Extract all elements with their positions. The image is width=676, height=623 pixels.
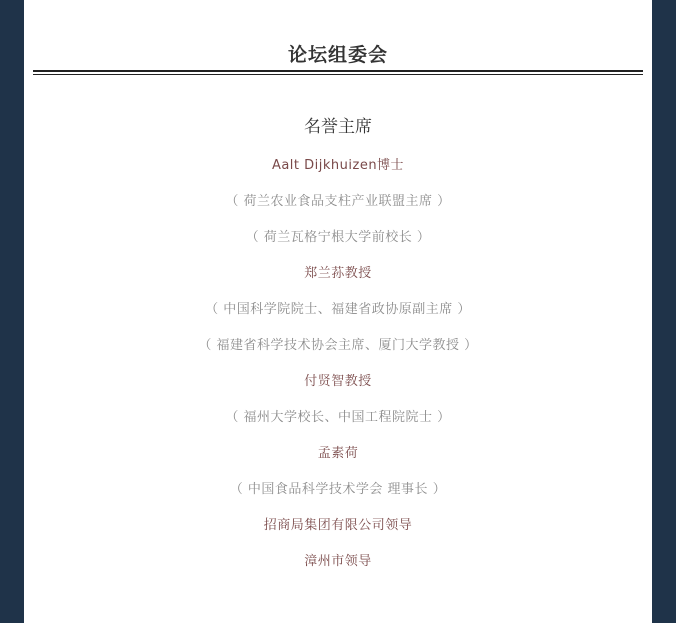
member-name: 付贤智教授 (304, 374, 372, 389)
title-divider-thick (33, 70, 643, 72)
member-title: （ 中国食品科学技术学会 理事长 ） (229, 482, 447, 497)
member-title: （ 荷兰农业食品支柱产业联盟主席 ） (225, 194, 451, 209)
content-page (24, 0, 652, 623)
member-title: （ 中国科学院院士、福建省政协原副主席 ） (205, 302, 471, 317)
member-title: （ 福建省科学技术协会主席、厦门大学教授 ） (198, 338, 478, 353)
section-heading: 名誉主席 (304, 117, 372, 137)
title-divider-thin (33, 74, 643, 75)
member-title: （ 福州大学校长、中国工程院院士 ） (225, 410, 451, 425)
member-name: 孟素荷 (317, 446, 359, 461)
honorary-list (24, 148, 652, 580)
member-title: （ 荷兰瓦格宁根大学前校长 ） (245, 230, 431, 245)
member-name: 郑兰荪教授 (304, 266, 372, 281)
honorary-chair-section (24, 116, 652, 580)
member-name: Aalt Dijkhuizen博士 (271, 158, 405, 173)
member-name: 漳州市领导 (304, 554, 372, 569)
member-name: 招商局集团有限公司领导 (263, 518, 413, 533)
page-title: 论坛组委会 (287, 44, 388, 66)
